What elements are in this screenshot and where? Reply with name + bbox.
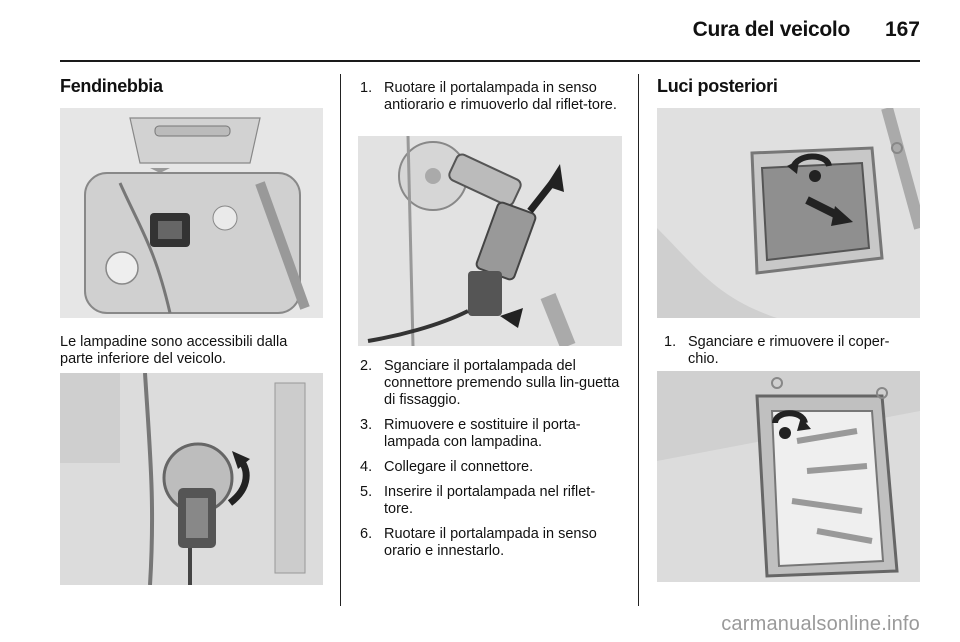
- fog-lights-paragraph: Le lampadine sono accessibili dalla parte inferiore del veicolo.: [60, 334, 288, 367]
- rear-light-cover-illustration: [657, 108, 920, 318]
- step-item: [360, 417, 624, 451]
- section-title: Cura del veicolo: [692, 18, 850, 41]
- rear-steps-list: [664, 334, 920, 376]
- steps-list-bottom: [360, 358, 624, 568]
- column-divider-2: [638, 74, 639, 606]
- step-item: [360, 358, 624, 409]
- column-divider-1: [340, 74, 341, 606]
- step-text: Collegare il connettore.: [384, 459, 534, 475]
- step-item: [360, 80, 622, 114]
- step-text: Rimuovere e sostituire il porta-lampada con lampadina.: [384, 417, 581, 450]
- rear-light-bulb-access-illustration: [657, 371, 920, 582]
- step-number: 1.: [360, 80, 373, 96]
- step-text: Sganciare il portalampada del connettore premendo sulla lin-guetta di fissaggio.: [384, 358, 620, 408]
- remove-bulb-holder-illustration: [358, 136, 622, 346]
- step-text: Sganciare e rimuovere il coper-chio.: [688, 334, 890, 367]
- fog-lights-heading: Fendinebbia: [60, 76, 163, 96]
- step-number: 2.: [360, 358, 373, 374]
- step-number: 6.: [360, 526, 373, 542]
- step-text: Ruotare il portalampada in senso orario e innestarlo.: [384, 526, 597, 559]
- step-item: [360, 459, 624, 476]
- step-text: Inserire il portalampada nel riflet-tore.: [384, 484, 596, 517]
- step-number: 3.: [360, 417, 373, 433]
- watermark: carmanualsonline.info: [721, 613, 920, 635]
- step-item: [360, 484, 624, 518]
- header-rule: [60, 60, 920, 62]
- step-item: [360, 526, 624, 560]
- step-number: 4.: [360, 459, 373, 475]
- page-header: [0, 0, 960, 60]
- steps-list-top: [360, 80, 622, 122]
- step-number: 5.: [360, 484, 373, 500]
- fog-light-location-illustration: [60, 108, 323, 318]
- rear-lights-heading: Luci posteriori: [657, 76, 778, 96]
- step-text: Ruotare il portalampada in senso antiorario e rimuoverlo dal riflet-tore.: [384, 80, 617, 113]
- fog-light-bulb-holder-illustration: [60, 373, 323, 585]
- page-number: 167: [884, 18, 920, 41]
- step-number: 1.: [664, 334, 677, 350]
- step-item: [664, 334, 920, 368]
